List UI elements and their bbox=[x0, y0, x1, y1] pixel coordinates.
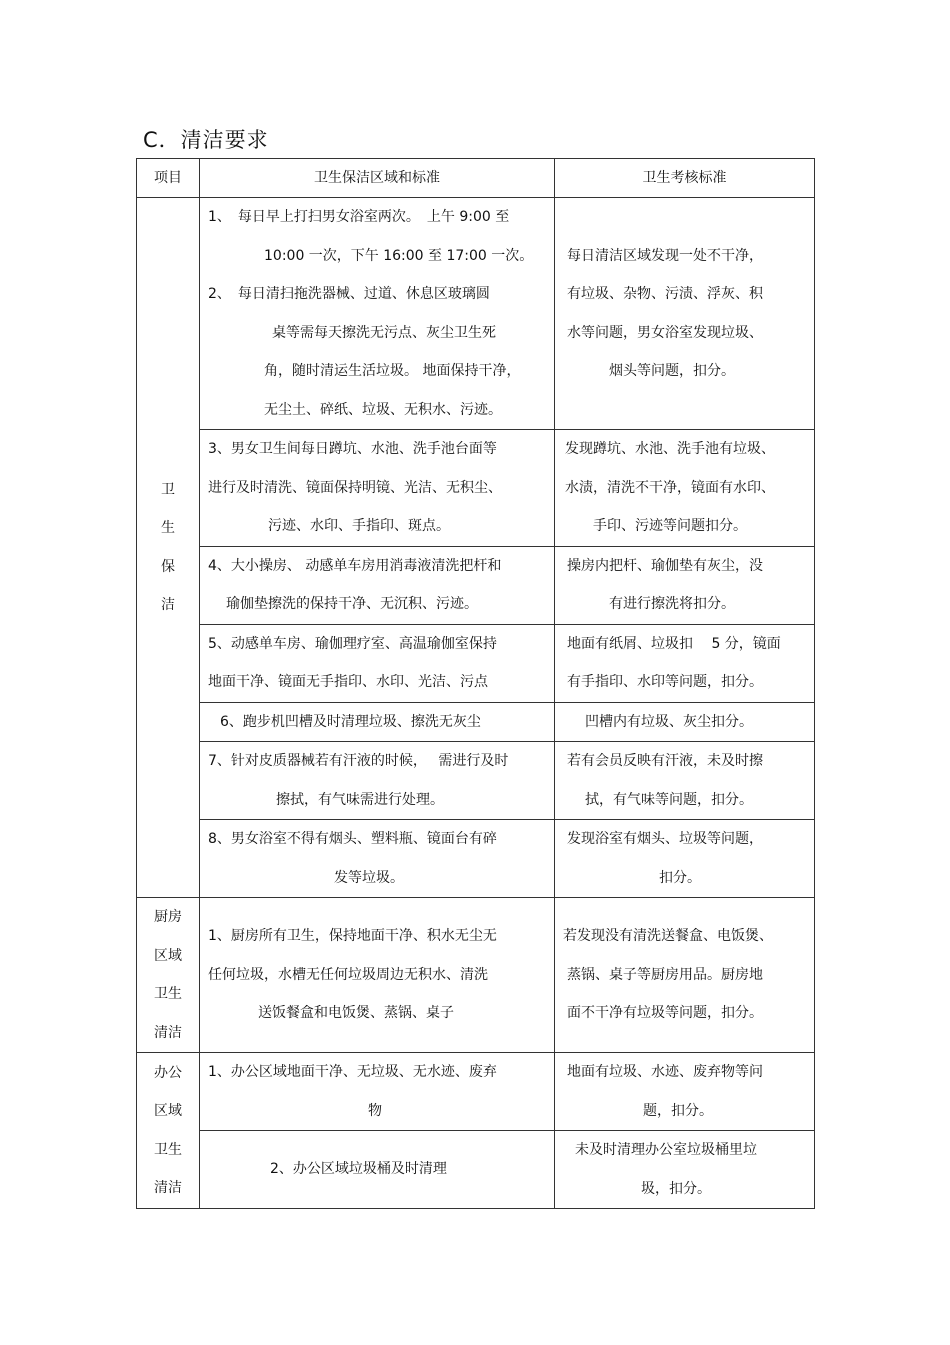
table-row bbox=[137, 546, 815, 624]
header-item: 项目 bbox=[137, 159, 200, 198]
standard-cell: 4、大小操房、 动感单车房用消毒液清洗把杆和 瑜伽垫擦洗的保持干净、无沉积、污迹。 bbox=[200, 546, 555, 624]
table-row bbox=[137, 820, 815, 898]
assessment-cell: 发现蹲坑、水池、洗手池有垃圾、 水渍，清洗不干净，镜面有水印、 手印、污迹等问题扣分。 bbox=[555, 430, 815, 547]
header-standard: 卫生保洁区域和标准 bbox=[200, 159, 555, 198]
assessment-cell: 若有会员反映有汗液，未及时擦 拭，有气味等问题，扣分。 bbox=[555, 742, 815, 820]
table-header-row bbox=[137, 159, 815, 198]
table-row bbox=[137, 624, 815, 702]
standard-cell: 7、针对皮质器械若有汗液的时候， 需进行及时 擦拭，有气味需进行处理。 bbox=[200, 742, 555, 820]
category-cell-office: 办公 区域 卫生 清洁 bbox=[137, 1053, 200, 1209]
category-cell-hygiene: 卫 生 保 洁 bbox=[137, 198, 200, 898]
assessment-cell: 操房内把杆、瑜伽垫有灰尘，没 有进行擦洗将扣分。 bbox=[555, 546, 815, 624]
standard-cell: 1、 每日早上打扫男女浴室两次。 上午 9:00 至 10:00 一次，下午 16:00 至 17:00 一次。 2、 每日清扫拖洗器械、过道、休息区玻璃圆 桌等需每天擦洗无污点、灰尘卫生死 角，随时清运生活垃圾。 地面保持干净， 无尘土、碎纸、垃圾、无积水、污迹。 bbox=[200, 198, 555, 430]
standard-cell: 1、厨房所有卫生，保持地面干净、积水无尘无 任何垃圾，水槽无任何垃圾周边无积水、清洗 送饭餐盒和电饭煲、蒸锅、桌子 bbox=[200, 898, 555, 1053]
assessment-cell: 凹槽内有垃圾、灰尘扣分。 bbox=[555, 702, 815, 742]
standard-cell: 8、男女浴室不得有烟头、塑料瓶、镜面台有碎 发等垃圾。 bbox=[200, 820, 555, 898]
assessment-cell: 若发现没有清洗送餐盒、电饭煲、 蒸锅、桌子等厨房用品。厨房地 面不干净有垃圾等问题，扣分。 bbox=[555, 898, 815, 1053]
cleaning-requirements-table bbox=[136, 158, 815, 1209]
table-row bbox=[137, 742, 815, 820]
standard-cell: 2、办公区域垃圾桶及时清理 bbox=[200, 1131, 555, 1209]
assessment-cell: 每日清洁区域发现一处不干净， 有垃圾、杂物、污渍、浮灰、积 水等问题，男女浴室发现垃圾、 烟头等问题，扣分。 bbox=[555, 198, 815, 430]
assessment-cell: 地面有垃圾、水迹、废弃物等问 题，扣分。 bbox=[555, 1053, 815, 1131]
table-row bbox=[137, 898, 815, 1053]
standard-cell: 5、动感单车房、瑜伽理疗室、高温瑜伽室保持 地面干净、镜面无手指印、水印、光洁、污点 bbox=[200, 624, 555, 702]
standard-cell: 3、男女卫生间每日蹲坑、水池、洗手池台面等 进行及时清洗、镜面保持明镜、光洁、无积尘、 污迹、水印、手指印、斑点。 bbox=[200, 430, 555, 547]
assessment-cell: 地面有纸屑、垃圾扣 5 分，镜面 有手指印、水印等问题，扣分。 bbox=[555, 624, 815, 702]
table-row bbox=[137, 430, 815, 547]
standard-cell: 1、办公区域地面干净、无垃圾、无水迹、废弃 物 bbox=[200, 1053, 555, 1131]
table-row bbox=[137, 198, 815, 430]
table-row bbox=[137, 1131, 815, 1209]
table-row bbox=[137, 1053, 815, 1131]
assessment-cell: 未及时清理办公室垃圾桶里垃 圾，扣分。 bbox=[555, 1131, 815, 1209]
table-row bbox=[137, 702, 815, 742]
page-heading: C．清洁要求 bbox=[143, 128, 269, 152]
assessment-cell: 发现浴室有烟头、垃圾等问题， 扣分。 bbox=[555, 820, 815, 898]
standard-cell: 6、跑步机凹槽及时清理垃圾、擦洗无灰尘 bbox=[200, 702, 555, 742]
header-assessment: 卫生考核标准 bbox=[555, 159, 815, 198]
category-cell-kitchen: 厨房 区域 卫生 清洁 bbox=[137, 898, 200, 1053]
